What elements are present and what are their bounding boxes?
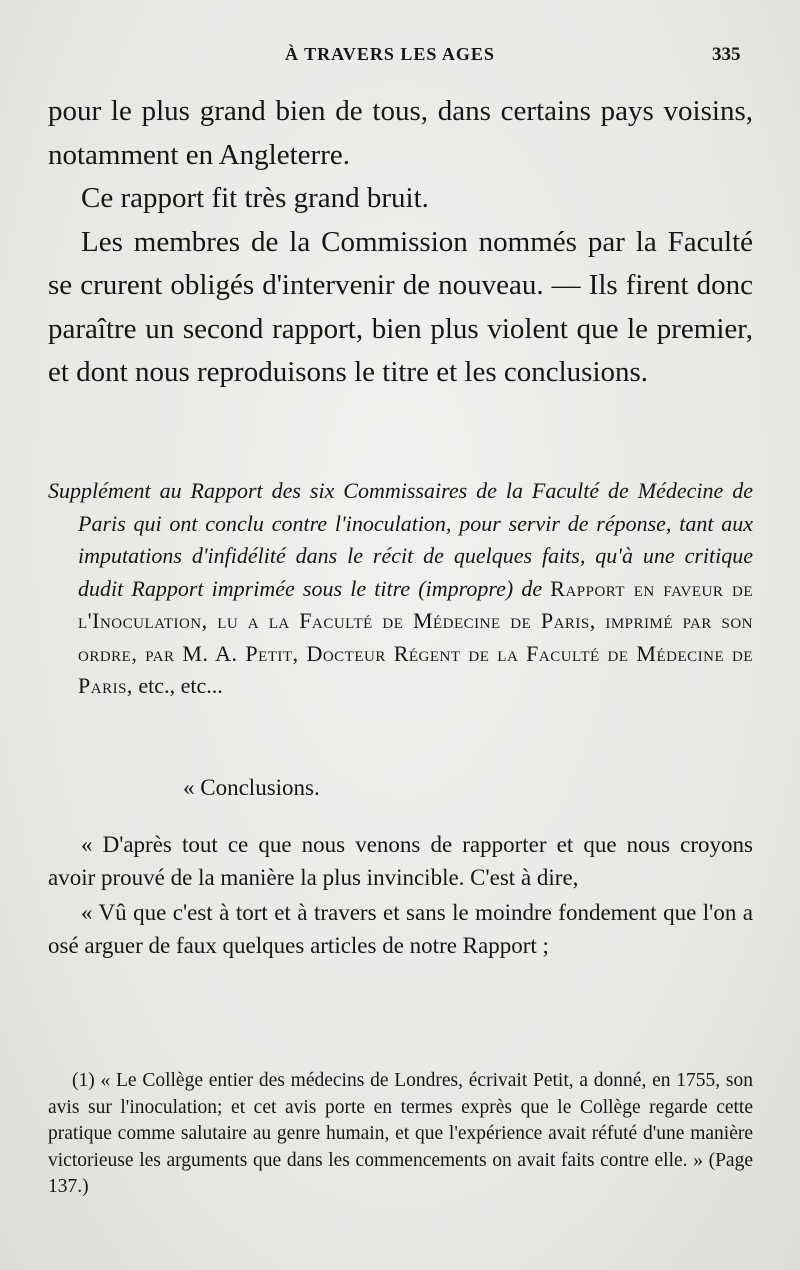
supplement-smallcaps-text: Rapport en faveur de l'Inoculation, lu a la Faculté de Médecine de Paris, imprimé par son ordre, par M. A. Petit, Docteur Régent de la Faculté de Médecine de Paris,	[78, 575, 753, 698]
main-text	[48, 90, 753, 395]
supplement-tail: etc., etc...	[138, 673, 223, 698]
paragraph-1: pour le plus grand bien de tous, dans certains pays voisins, notamment en Angleterre.	[48, 95, 753, 171]
running-header	[0, 44, 800, 74]
paragraph-3: Les membres de la Commission nommés par la Faculté se crurent obligés d'intervenir de nouveau. — Ils firent donc paraître un second rapport, bien plus violent que le premier, et dont nous reproduisons le titre et les conclusions.	[48, 225, 753, 388]
conclusion-paragraph-2: « Vû que c'est à tort et à travers et sans le moindre fondement que l'on a osé arguer de faux quelques articles de notre Rapport ;	[48, 900, 753, 958]
conclusions-heading: « Conclusions.	[183, 775, 320, 800]
paragraph-2: Ce rapport fit très grand bruit.	[81, 182, 429, 214]
supplement-title	[48, 475, 753, 703]
running-title: À TRAVERS LES AGES	[285, 44, 495, 64]
conclusions-text	[48, 828, 753, 962]
supplement-italic-text: Supplément au Rapport des six Commissaires de la Faculté de Médecine de Paris qui ont conclu contre l'inoculation, pour servir de réponse, tant aux imputations d'infidélité dans le récit de quelques faits, qu'à une critique dudit Rapport imprimée sous le titre (impropre) de	[48, 478, 753, 601]
page-number: 335	[712, 44, 741, 65]
conclusion-paragraph-1: « D'après tout ce que nous venons de rapporter et que nous croyons avoir prouvé de la manière la plus invincible. C'est à dire,	[48, 832, 753, 890]
footnote: (1) « Le Collège entier des médecins de Londres, écrivait Petit, a donné, en 1755, son avis sur l'inoculation; et cet avis porte en termes exprès que le Collège regarde cette pratique comme salutaire au genre humain, et que l'expérience avait réfuté d'une manière victorieuse les arguments que dans les commencements on avait faits contre elle. » (Page 137.)	[48, 1070, 753, 1197]
